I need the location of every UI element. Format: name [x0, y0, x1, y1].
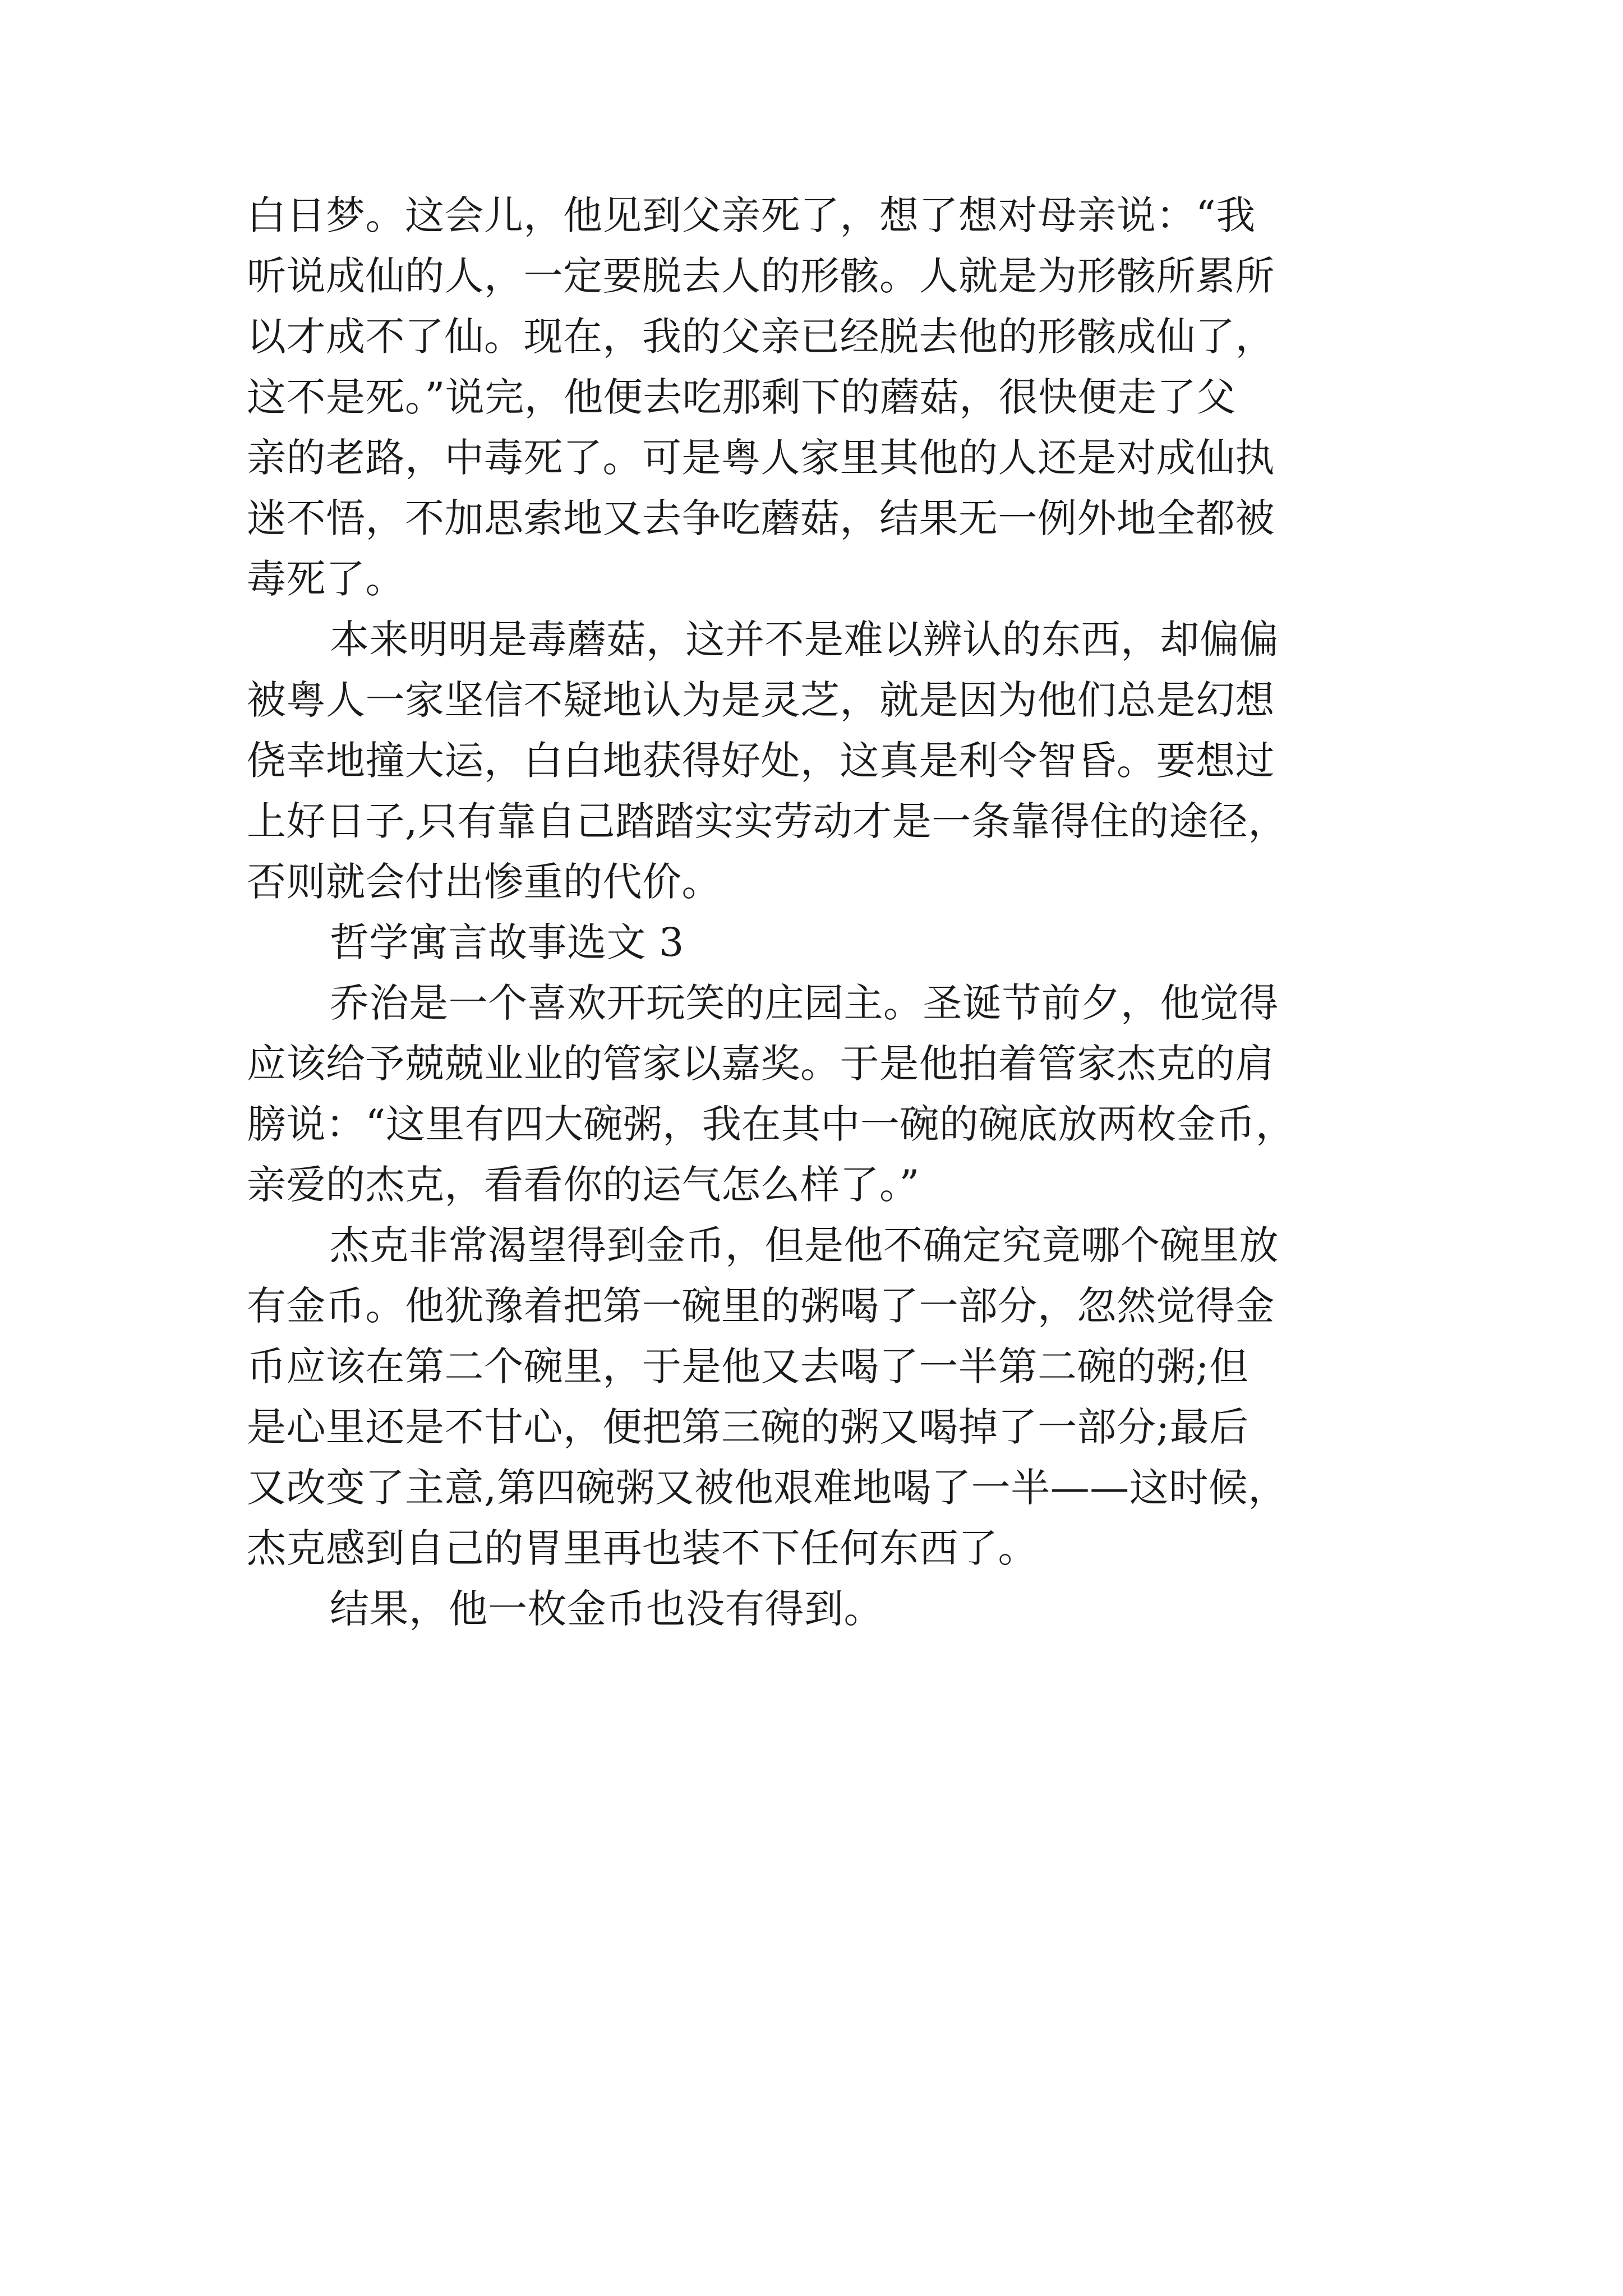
- text-line: 是心里还是不甘心，便把第三碗的粥又喝掉了一部分;最后: [247, 1404, 1249, 1450]
- text-line: 亲的老路，中毒死了。可是粤人家里其他的人还是对成仙执: [247, 435, 1275, 481]
- text-line: 侥幸地撞大运，白白地获得好处，这真是利令智昏。要想过: [247, 738, 1275, 784]
- text-line: 币应该在第二个碗里，于是他又去喝了一半第二碗的粥;但: [247, 1343, 1249, 1389]
- paragraph-first-line: 本来明明是毒蘑菇，这并不是难以辨认的东西，却偏偏: [330, 616, 1279, 662]
- text-line: 又改变了主意,第四碗粥又被他艰难地喝了一半——这时候，: [247, 1465, 1288, 1511]
- text-line: 有金币。他犹豫着把第一碗里的粥喝了一部分，忽然觉得金: [247, 1283, 1275, 1329]
- paragraph-first-line: 结果，他一枚金币也没有得到。: [330, 1586, 883, 1632]
- text-line: 这不是死。”说完，他便去吃那剩下的蘑菇，很快便走了父: [247, 374, 1236, 420]
- text-line: 白日梦。这会儿，他见到父亲死了，想了想对母亲说：“我: [247, 192, 1256, 238]
- text-line: 否则就会付出惨重的代价。: [247, 859, 721, 905]
- paragraph-first-line: 乔治是一个喜欢开玩笑的庄园主。圣诞节前夕，他觉得: [330, 980, 1279, 1026]
- text-line: 应该给予兢兢业业的管家以嘉奖。于是他拍着管家杰克的肩: [247, 1041, 1275, 1087]
- text-line: 亲爱的杰克，看看你的运气怎么样了。”: [247, 1162, 920, 1208]
- text-line: 被粤人一家坚信不疑地认为是灵芝，就是因为他们总是幻想: [247, 677, 1275, 723]
- text-line: 上好日子,只有靠自己踏踏实实劳动才是一条靠得住的途径，: [247, 798, 1288, 844]
- section-heading: 哲学寓言故事选文 3: [330, 919, 684, 965]
- text-line: 以才成不了仙。现在，我的父亲已经脱去他的形骸成仙了，: [247, 314, 1275, 360]
- text-line: 迷不悟，不加思索地又去争吃蘑菇，结果无一例外地全都被: [247, 495, 1275, 541]
- paragraph-first-line: 杰克非常渴望得到金币，但是他不确定究竟哪个碗里放: [330, 1222, 1279, 1268]
- text-line: 听说成仙的人，一定要脱去人的形骸。人就是为形骸所累所: [247, 253, 1275, 299]
- document-page: [247, 185, 1391, 1639]
- text-line: 杰克感到自己的胃里再也装不下任何东西了。: [247, 1525, 1038, 1571]
- text-line: 毒死了。: [247, 556, 405, 602]
- text-line: 膀说：“这里有四大碗粥，我在其中一碗的碗底放两枚金币，: [247, 1101, 1295, 1147]
